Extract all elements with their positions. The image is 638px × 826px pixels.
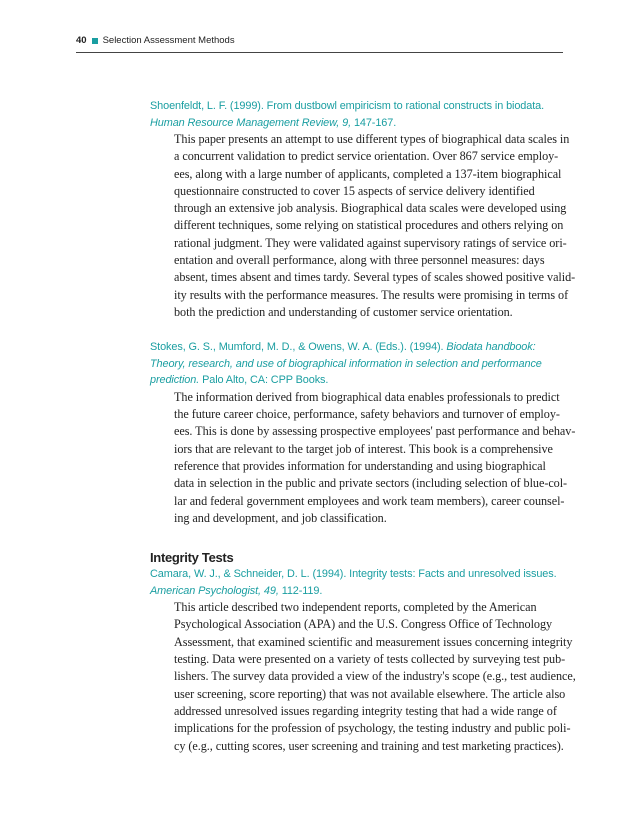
reference-entry-camara (150, 566, 576, 755)
abstract-line: user screening, score reporting) that was not available elsewhere. The article also (174, 686, 566, 701)
abstract-line: the future career choice, performance, safety behaviors and turnover of employ- (174, 407, 560, 422)
abstract-line: rational judgment. They were validated against supervisory ratings of service ori- (174, 235, 567, 250)
abstract (150, 599, 576, 755)
citation-line: Camara, W. J., & Schneider, D. L. (1994). Integrity tests: Facts and unresolved issues. (150, 568, 557, 581)
abstract-line: through an extensive job analysis. Biographical data scales were developed using (174, 201, 567, 216)
journal-title: Human Resource Management Review, 9, (150, 116, 352, 129)
citation-line: Theory, research, and use of biographical information in selection and performance (150, 357, 542, 370)
abstract-line: iors that are relevant to the target job of interest. This book is a comprehensive (174, 441, 553, 456)
abstract-line: This article described two independent reports, completed by the American (174, 600, 537, 615)
citation-line (150, 372, 570, 389)
abstract (150, 389, 576, 527)
running-header-title: Selection Assessment Methods (102, 35, 235, 46)
citation (150, 566, 570, 599)
reference-entry-shoenfeldt (150, 98, 576, 321)
abstract-line: implications for the profession of psychology, the testing industry and public poli- (174, 721, 571, 736)
abstract-line: different techniques, some relying on statistical procedures and others relying on (174, 218, 564, 233)
pages: 112-119. (278, 584, 323, 597)
journal-title: American Psychologist, 49, (150, 584, 279, 597)
authors: Stokes, G. S., Mumford, M. D., & Owens, W. A. (Eds.). (1994). (150, 341, 447, 354)
reference-entry-stokes (150, 339, 576, 527)
abstract-line: ing and development, and job classification. (174, 510, 387, 525)
abstract (150, 131, 576, 321)
abstract-line: lar and federal government employees and work team members), career counsel- (174, 493, 565, 508)
abstract-line: absent, times absent and times tardy. Several types of scales showed positive valid- (174, 270, 576, 285)
page-number: 40 (76, 35, 87, 46)
abstract-line: data in selection in the public and private sectors (including selection of blue-col- (174, 476, 568, 491)
abstract-line: addressed unresolved issues regarding integrity testing that had a wide range of (174, 703, 557, 718)
citation (150, 98, 570, 131)
page-body (150, 98, 576, 755)
citation-line (150, 583, 570, 600)
citation-line (150, 339, 570, 356)
pages: 147-167. (351, 116, 397, 129)
abstract-line: entation and overall performance, along with three personnel measures: days (174, 253, 545, 268)
citation-line: Shoenfeldt, L. F. (1999). From dustbowl empiricism to rational constructs in biodata. (150, 100, 545, 112)
abstract-line: both the prediction and understanding of customer service orientation. (174, 304, 513, 319)
book-title: prediction. (150, 374, 200, 387)
square-bullet-icon (92, 38, 98, 44)
abstract-line: The information derived from biographical data enables professionals to predict (174, 389, 560, 404)
book-title: Biodata handbook: (446, 341, 536, 354)
abstract-line: Psychological Association (APA) and the U.S. Congress Office of Technology (174, 617, 553, 632)
running-header (76, 35, 563, 53)
abstract-line: Assessment, that examined scientific and measurement issues concerning integrity (174, 634, 573, 649)
section-heading: Integrity Tests (150, 550, 234, 566)
citation (150, 339, 570, 389)
abstract-line: ees. This is done by assessing prospective employees' past performance and behav- (174, 424, 576, 439)
abstract-line: testing. Data were presented on a variety of tests collected by surveying test pub- (174, 652, 566, 667)
citation-line (150, 115, 570, 132)
publisher: Palo Alto, CA: CPP Books. (199, 374, 329, 387)
abstract-line: lishers. The survey data provided a view of the industry's scope (e.g., test audience, (174, 669, 576, 684)
abstract-line: reference that provides information for understanding and using biographical (174, 458, 546, 473)
abstract-line: a concurrent validation to predict service orientation. Over 867 service employ- (174, 149, 559, 164)
abstract-line: ity results with the performance measures. The results were promising in terms of (174, 287, 569, 302)
abstract-line: This paper presents an attempt to use different types of biographical data scales in (174, 132, 570, 146)
abstract-line: cy (e.g., cutting scores, user screening and training and test marketing practices). (174, 738, 564, 753)
abstract-line: questionnaire constructed to cover 15 aspects of service delivery identified (174, 183, 535, 198)
abstract-line: ees, along with a large number of applicants, completed a 137-item biographical (174, 166, 562, 181)
